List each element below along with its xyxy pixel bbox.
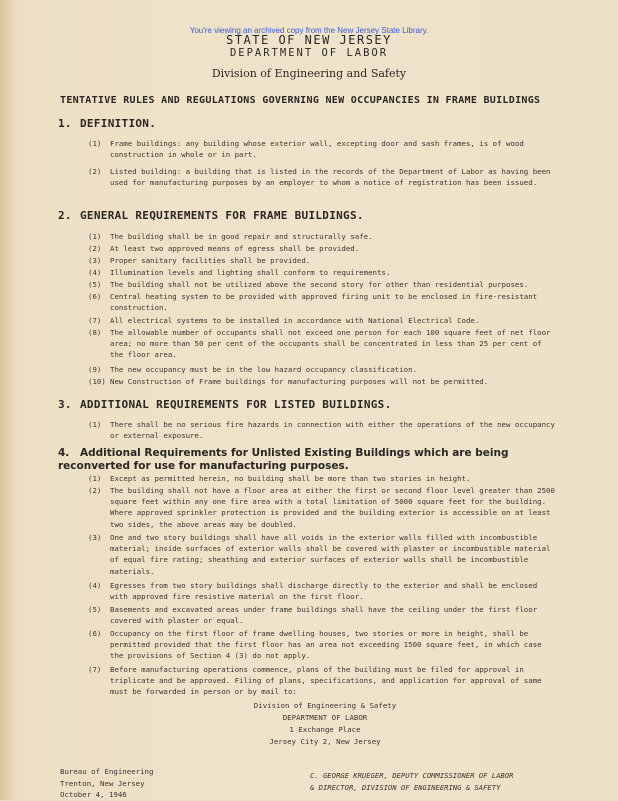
section-4-heading (58, 447, 558, 473)
item-text: The building shall be in good repair and structurally safe. (110, 232, 373, 241)
section-title: DEFINITION. (80, 117, 157, 130)
item-number: (6) (88, 292, 102, 301)
section-number: 2. (58, 209, 72, 222)
item-number: (3) (88, 533, 102, 542)
item-number: (2) (88, 486, 102, 495)
item-number: (10) (88, 377, 106, 386)
section-number: 4. (58, 447, 70, 459)
item-text: Listed building: a building that is listed in the records of the Department of Labor as having been used for manufacturing purposes by an employer to whom a notice of registration has been issued. (110, 167, 551, 188)
item-text: The allowable number of occupants shall not exceed one person for each 100 square feet of net floor area; no more than 50 per cent of the occupants shall be concentrated in less than 25 per cent of the floor area. (110, 328, 551, 360)
list-item (88, 604, 558, 626)
item-text: Basements and excavated areas under frame buildings shall have the ceiling under the first floor covered with plaster or equal. (110, 605, 538, 626)
item-text: Frame buildings: any building whose exterior wall, excepting door and sash frames, is of wood construction in whole or in part. (110, 139, 524, 160)
list-item (88, 485, 558, 530)
item-number: (3) (88, 256, 102, 265)
item-text: The new occupancy must be in the low hazard occupancy classification. (110, 365, 418, 374)
state-heading: STATE OF NEW JERSEY (226, 33, 392, 47)
section-3-heading (58, 398, 392, 411)
item-text: All electrical systems to be installed in accordance with National Electrical Code. (110, 316, 480, 325)
item-text: Occupancy on the first floor of frame dwelling houses, two stories or more in height, shall be permitted provided that the first floor has an area not exceeding 1500 square feet, in which case the provisions of Section 4 (3) do not apply. (110, 629, 542, 661)
section-title: Additional Requirements for Unlisted Existing Buildings which are being reconverted for use for manufacturing purposes. (58, 447, 509, 472)
list-item (88, 166, 558, 188)
section-1-heading (58, 117, 156, 130)
item-number: (4) (88, 268, 102, 277)
item-number: (5) (88, 280, 102, 289)
item-number: (8) (88, 328, 102, 337)
item-number: (7) (88, 665, 102, 674)
list-item (88, 231, 558, 242)
item-text: The building shall not be utilized above the second story for other than residential purposes. (110, 280, 529, 289)
section-title: GENERAL REQUIREMENTS FOR FRAME BUILDINGS. (80, 209, 364, 222)
list-item (88, 628, 558, 662)
section-title: ADDITIONAL REQUIREMENTS FOR LISTED BUILDINGS. (80, 398, 392, 411)
item-text: At least two approved means of egress shall be provided. (110, 244, 360, 253)
list-item (88, 243, 558, 254)
item-text: Before manufacturing operations commence, plans of the building must be filed for approval in triplicate and be approved. Filing of plans, specifications, and application for approval of same must be forwarded in person or by mail to: (110, 665, 542, 697)
item-number: (5) (88, 605, 102, 614)
list-item (88, 291, 558, 313)
list-item (88, 364, 558, 375)
item-number: (9) (88, 365, 102, 374)
address-line: 1 Exchange Place (289, 725, 361, 734)
footer-date: October 4, 1946 (60, 790, 127, 799)
list-item (88, 267, 558, 278)
list-item (88, 664, 558, 698)
signatory-title: & DIRECTOR, DIVISION OF ENGINEERING & SAFETY (310, 782, 501, 792)
list-item (88, 138, 558, 160)
division-heading: Division of Engineering and Safety (211, 67, 407, 80)
item-number: (1) (88, 232, 102, 241)
list-item (88, 255, 558, 266)
item-number: (4) (88, 581, 102, 590)
item-text: Egresses from two story buildings shall discharge directly to the exterior and shall be enclosed with approved fire resistive material on the first floor. (110, 581, 538, 602)
address-line: DEPARTMENT OF LABOR (282, 713, 368, 722)
item-number: (1) (88, 420, 102, 429)
mailing-address (200, 700, 450, 748)
item-number: (1) (88, 474, 102, 483)
section-number: 3. (58, 398, 72, 411)
signatory-name: C. GEORGE KRUEGER, DEPUTY COMMISSIONER OF LABOR (310, 771, 514, 780)
item-text: Central heating system to be provided with approved firing unit to be enclosed in fire-resistant construction. (110, 292, 538, 313)
list-item (88, 376, 558, 387)
list-item (88, 327, 558, 361)
item-number: (2) (88, 167, 102, 176)
address-line: Division of Engineering & Safety (253, 701, 397, 710)
list-item (88, 419, 558, 441)
issuing-office (60, 766, 153, 801)
item-number: (6) (88, 629, 102, 638)
footer-line: Bureau of Engineering (60, 767, 154, 776)
item-text: The building shall not have a floor area at either the first or second floor level greater than 2500 square feet within any one fire area with a total limitation of 5000 square feet for the building. Where approved sprinkler protection is provided and the building exterior is accessible on at least two sides, the above areas may be doubled. (110, 486, 555, 529)
item-text: Proper sanitary facilities shall be provided. (110, 256, 311, 265)
item-text: New Construction of Frame buildings for manufacturing purposes will not be permitted. (110, 377, 489, 386)
item-number: (2) (88, 244, 102, 253)
list-item (88, 279, 558, 290)
department-heading: DEPARTMENT OF LABOR (229, 47, 389, 59)
item-text: There shall be no serious fire hazards in connection with either the operations of the new occupancy or external exposure. (110, 420, 555, 441)
list-item (88, 580, 558, 602)
archive-banner: You're viewing an archived copy from the New Jersey State Library. (189, 26, 429, 35)
list-item (88, 532, 558, 577)
item-text: Illumination levels and lighting shall conform to requirements. (110, 268, 391, 277)
address-line: Jersey City 2, New Jersey (269, 737, 381, 746)
section-2-heading (58, 209, 364, 222)
item-text: Except as permitted herein, no building shall be more than two stories in height. (110, 474, 471, 483)
section-number: 1. (58, 117, 72, 130)
list-item (88, 315, 558, 326)
item-number: (7) (88, 316, 102, 325)
item-number: (1) (88, 139, 102, 148)
signatory-block (310, 770, 513, 793)
document-title: TENTATIVE RULES AND REGULATIONS GOVERNING NEW OCCUPANCIES IN FRAME BUILDINGS (60, 95, 541, 106)
item-text: One and two story buildings shall have all voids in the exterior walls filled with incombustible material; inside surfaces of exterior walls shall be covered with plaster or incombustible material of equal fire rating; sheathing and exterior surfaces of exterior walls shall be incombustible materials. (110, 533, 551, 576)
list-item (88, 473, 558, 484)
footer-line: Trenton, New Jersey (60, 778, 145, 788)
